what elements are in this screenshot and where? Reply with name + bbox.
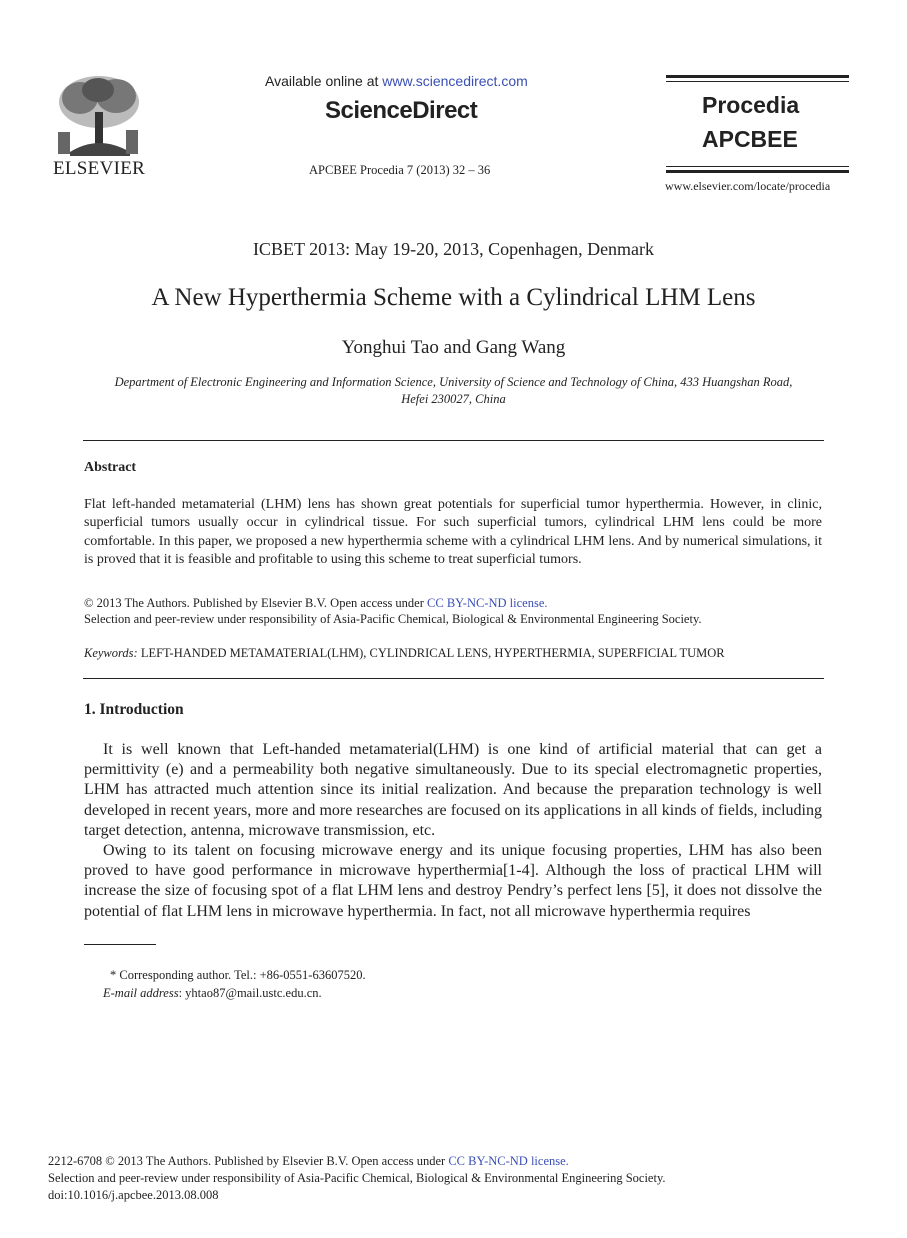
keywords: Keywords: LEFT-HANDED METAMATERIAL(LHM), CYLINDRICAL LENS, HYPERTHERMIA, SUPERFICIAL TUMOR [84, 646, 725, 660]
footer-doi[interactable]: doi:10.1016/j.apcbee.2013.08.008 [48, 1188, 219, 1202]
paper-title: A New Hyperthermia Scheme with a Cylindrical LHM Lens [151, 284, 756, 311]
elsevier-wordmark: ELSEVIER [53, 158, 146, 179]
sciencedirect-logo[interactable]: ScienceDirect [325, 97, 478, 124]
available-online: Available online at www.sciencedirect.com [265, 73, 528, 89]
intro-paragraph-2: Owing to its talent on focusing microwave energy and its unique focusing properties, LHM has also been proved to have good performance in microwave hyperthermia[1-4]. Although the loss of practical LHM will increase the size of focusing spot of a flat LHM lens and destroy Pendry’s perfect lens [5], it does not dissolve the potential of flat LHM lens in microwave hyperthermia. In fact, not all microwave hyperthermia requires [84, 842, 822, 920]
intro-paragraph-1: It is well known that Left-handed metamaterial(LHM) is one kind of artificial material that can get a permittivity (e) and a permeability both negative simultaneously. Due to its special electromagnetic properties, LHM has attracted much attention since its initial realization. And because the preparation technology is well developed in recent years, more and more researches are focused on its applications in all kinds of fields, including target detection, antenna, microwave transmission, etc. [84, 741, 822, 839]
copyright-line: © 2013 The Authors. Published by Elsevier B.V. Open access under CC BY-NC-ND license. [84, 596, 548, 610]
divider-bottom [83, 678, 824, 679]
divider-top [83, 440, 824, 441]
footer-license-link[interactable]: CC BY-NC-ND license. [448, 1154, 569, 1168]
introduction-heading: 1. Introduction [84, 701, 184, 718]
journal-name-procedia: Procedia [702, 92, 800, 118]
footnote-corresponding: * Corresponding author. Tel.: +86-0551-63607520. [110, 968, 366, 982]
procedia-top-rule-2 [666, 81, 849, 82]
authors: Yonghui Tao and Gang Wang [341, 337, 566, 358]
abstract-text: Flat left-handed metamaterial (LHM) lens has shown great potentials for superficial tumor hyperthermia. However, in clinic, superficial tumors usually occur in cylindrical tissue. For such superficial tumors, cylindrical LHM lens could be more comfortable. In this paper, we proposed a new hyperthermia scheme with a cylindrical LHM lens. And by numerical simulations, it is proved that it is feasible and profitable to using this scheme to treat superficial tumors. [84, 497, 822, 567]
citation: APCBEE Procedia 7 (2013) 32 – 36 [309, 163, 491, 177]
peer-review-line: Selection and peer-review under responsibility of Asia-Pacific Chemical, Biological & Environmental Engineering Society. [84, 612, 702, 626]
elsevier-tree-icon [50, 72, 148, 160]
elsevier-logo[interactable] [50, 72, 148, 182]
affiliation-line2: Hefei 230027, China [401, 392, 506, 406]
conference-line: ICBET 2013: May 19-20, 2013, Copenhagen, Denmark [252, 239, 655, 259]
keywords-label: Keywords: [84, 646, 138, 660]
journal-url[interactable]: www.elsevier.com/locate/procedia [665, 179, 831, 193]
affiliation-line1: Department of Electronic Engineering and Information Science, University of Science and Technology of China, 433 Huangshan Road, [114, 375, 793, 389]
sciencedirect-link[interactable]: www.sciencedirect.com [382, 73, 528, 89]
footer-line1: 2212-6708 © 2013 The Authors. Published by Elsevier B.V. Open access under CC BY-NC-ND license. [48, 1154, 569, 1168]
footnote-email: E-mail address: yhtao87@mail.ustc.edu.cn. [103, 986, 322, 1000]
procedia-bottom-rule [666, 166, 849, 167]
procedia-top-rule [666, 75, 849, 78]
footer-line2: Selection and peer-review under responsibility of Asia-Pacific Chemical, Biological & Environmental Engineering Society. [48, 1171, 666, 1185]
abstract-heading: Abstract [84, 460, 137, 475]
footnote-rule [84, 944, 156, 945]
procedia-bottom-rule-2 [666, 170, 849, 173]
license-link[interactable]: CC BY-NC-ND license. [427, 596, 548, 610]
journal-name-apcbee: APCBEE [702, 126, 798, 152]
